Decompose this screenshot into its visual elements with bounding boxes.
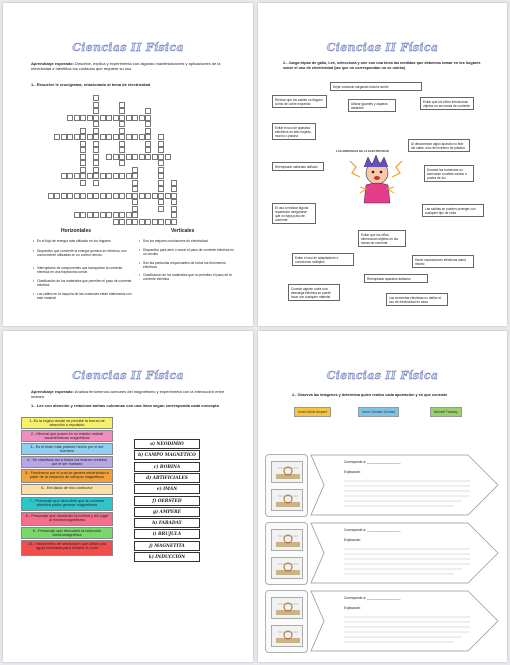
crossword-cell[interactable] xyxy=(132,206,138,212)
crossword-cell[interactable] xyxy=(132,219,138,225)
clue-h-2: • Dispositivo que convierte la energía química en eléctrica, son comúnmente utilizadas en un control remoto. xyxy=(37,249,132,257)
crossword-cell[interactable] xyxy=(93,193,99,199)
crossword-cell[interactable] xyxy=(132,186,138,192)
crossword-cell[interactable] xyxy=(139,219,145,225)
clue-v-3: • Son las partículas responsables de todos los fenómenos eléctricos xyxy=(143,261,238,269)
page-title: Ciencias II Física xyxy=(72,41,184,54)
crossword-cell[interactable] xyxy=(119,128,125,134)
clue-v-4: • Clasificación de los materiales que no permiten el paso de la corriente eléctrica xyxy=(143,273,238,281)
measure-box-8[interactable]: Durante las tormentas no acercarse a cables caídos o postes de luz xyxy=(424,165,474,182)
crossword-cell[interactable] xyxy=(80,141,86,147)
crossword-cell[interactable] xyxy=(132,154,138,160)
crossword-cell[interactable] xyxy=(119,108,125,114)
crossword-cell[interactable] xyxy=(132,212,138,218)
experiment-image-icon xyxy=(271,461,303,483)
measure-box-12[interactable]: Evitar el uso de adaptadores o conexiones múltiples xyxy=(292,253,354,266)
measure-box-11[interactable]: Evitar que los niños introduzcan objetos en las tomas de corriente xyxy=(358,230,406,247)
crossword-cell[interactable] xyxy=(126,134,132,140)
concept-item-4[interactable]: 4.- Se clasifican así a todos los imanes creados por el ser humano xyxy=(21,456,113,468)
explicacion-label: Explicación: xyxy=(344,538,362,542)
image-frame xyxy=(265,454,308,517)
crossword-cell[interactable] xyxy=(119,121,125,127)
crossword-cell[interactable] xyxy=(113,219,119,225)
crossword-cell[interactable] xyxy=(152,219,158,225)
crossword-cell[interactable] xyxy=(113,154,119,160)
answer-item-7[interactable]: g) AMPERE xyxy=(134,507,200,517)
crossword-cell[interactable] xyxy=(61,134,67,140)
center-caption: LAS ANDRADAS DE LA ELECTRICIDAD xyxy=(336,149,389,153)
crossword-cell[interactable] xyxy=(113,193,119,199)
corresponde-label: Corresponde a: ___________________ xyxy=(344,596,401,600)
crossword-cell[interactable] xyxy=(67,193,73,199)
crossword-cell[interactable] xyxy=(113,134,119,140)
crossword-cell[interactable] xyxy=(87,212,93,218)
crossword-cell[interactable] xyxy=(132,173,138,179)
concept-item-8[interactable]: 8.- Personaje que desarrollo la bobina y dio lugar al electromagnetismo xyxy=(21,512,113,526)
crossword-cell[interactable] xyxy=(145,147,151,153)
electricity-cartoon-icon xyxy=(346,153,408,211)
crossword-cell[interactable] xyxy=(152,193,158,199)
crossword-cell[interactable] xyxy=(106,134,112,140)
experiment-image-icon xyxy=(271,489,303,511)
verticales-heading: Verticales xyxy=(171,228,195,234)
crossword-cell[interactable] xyxy=(126,115,132,121)
instruction: 2.- Observa las imágenes y determina quien realizo cada aportación y en que consiste xyxy=(292,393,448,397)
crossword-cell[interactable] xyxy=(113,115,119,121)
crossword-cell[interactable] xyxy=(145,115,151,121)
crossword-cell[interactable] xyxy=(171,180,177,186)
crossword-cell[interactable] xyxy=(74,212,80,218)
answer-item-11[interactable]: k) INDUCCIÓN xyxy=(134,552,200,562)
crossword-cell[interactable] xyxy=(106,193,112,199)
instruction: 2.- Juega tripas de gallo, Lee, selecciona y une con una línea las medidas que debemos tomar en los hogares sobre el uso de electricidad (las que no correspondan no se unirán) xyxy=(283,61,481,70)
aprendizaje-esperado: Aprendizaje esperado: Describe, explica y experimenta con algunas manifestaciones y aplicaciones de la electricidad e identifica los cuidados que requiere su uso. xyxy=(31,61,221,71)
crossword-cell[interactable] xyxy=(145,219,151,225)
crossword-cell[interactable] xyxy=(171,186,177,192)
crossword-cell[interactable] xyxy=(119,154,125,160)
crossword-cell[interactable] xyxy=(80,212,86,218)
crossword-cell[interactable] xyxy=(132,193,138,199)
crossword-cell[interactable] xyxy=(87,115,93,121)
page-cientificos xyxy=(258,331,507,662)
measure-box-2[interactable]: Revisar que los cables no lleguen al hilo de cobre expuesto xyxy=(272,95,327,108)
crossword-cell[interactable] xyxy=(158,219,164,225)
crossword-cell[interactable] xyxy=(80,180,86,186)
crossword-cell[interactable] xyxy=(171,212,177,218)
crossword-cell[interactable] xyxy=(158,199,164,205)
answer-item-2[interactable]: b) CAMPO MAGNÉTICO xyxy=(134,450,200,460)
crossword-cell[interactable] xyxy=(119,147,125,153)
answer-item-10[interactable]: j) MAGNETITA xyxy=(134,541,200,551)
crossword-cell[interactable] xyxy=(119,173,125,179)
answer-item-8[interactable]: h) FARADAY xyxy=(134,518,200,528)
crossword-cell[interactable] xyxy=(93,128,99,134)
crossword-cell[interactable] xyxy=(93,115,99,121)
concept-item-1[interactable]: 1.-Es la región donde se percibe la fuerza de atracción o repulsión xyxy=(21,417,113,429)
experiment-image-icon xyxy=(271,557,303,579)
crossword-grid[interactable] xyxy=(3,3,253,233)
crossword-cell[interactable] xyxy=(74,173,80,179)
crossword-cell[interactable] xyxy=(152,154,158,160)
crossword-cell[interactable] xyxy=(119,134,125,140)
page-crucigrama xyxy=(3,3,253,326)
crossword-cell[interactable] xyxy=(171,219,177,225)
crossword-cell[interactable] xyxy=(158,167,164,173)
crossword-cell[interactable] xyxy=(80,147,86,153)
clue-h-4: • Clasificación de los materiales que permiten el paso de corriente eléctrica xyxy=(37,279,132,287)
crossword-cell[interactable] xyxy=(93,180,99,186)
answer-item-1[interactable]: a) NEODIMIO xyxy=(134,439,200,449)
clue-h-1: • Es el flujo de energía más utilizado en los hogares xyxy=(37,239,132,243)
crossword-cell[interactable] xyxy=(158,193,164,199)
crossword-cell[interactable] xyxy=(113,212,119,218)
crossword-cell[interactable] xyxy=(93,167,99,173)
crossword-cell[interactable] xyxy=(67,173,73,179)
crossword-cell[interactable] xyxy=(119,219,125,225)
page-title: Ciencias II Física xyxy=(72,369,184,382)
answer-item-6[interactable]: f) OERSTED xyxy=(134,496,200,506)
concept-item-6[interactable]: 6.- Enrollado de hilo conductor xyxy=(21,484,113,495)
clue-v-2: • Dispositivo para abrir o cerrar el paso de corriente eléctrica en un circuito xyxy=(143,248,238,256)
crossword-cell[interactable] xyxy=(139,115,145,121)
image-frame xyxy=(265,590,308,653)
crossword-cell[interactable] xyxy=(126,219,132,225)
crossword-cell[interactable] xyxy=(100,115,106,121)
explicacion-label: Explicación: xyxy=(344,470,362,474)
measure-box-14[interactable]: Reemplazar aparatos dañados xyxy=(364,274,428,283)
crossword-cell[interactable] xyxy=(158,206,164,212)
crossword-cell[interactable] xyxy=(100,173,106,179)
answer-item-3[interactable]: c) BOBINA xyxy=(134,462,200,472)
crossword-cell[interactable] xyxy=(158,180,164,186)
answer-item-5[interactable]: e) IMÁN xyxy=(134,484,200,494)
crossword-cell[interactable] xyxy=(113,173,119,179)
crossword-cell[interactable] xyxy=(100,193,106,199)
crossword-cell[interactable] xyxy=(119,160,125,166)
crossword-cell[interactable] xyxy=(126,212,132,218)
crossword-cell[interactable] xyxy=(61,173,67,179)
crossword-cell[interactable] xyxy=(93,154,99,160)
crossword-cell[interactable] xyxy=(54,134,60,140)
measure-box-6[interactable]: Al desconectar algún aparato no tirar del cable, sino del extremo de plástico xyxy=(408,139,470,152)
crossword-cell[interactable] xyxy=(119,102,125,108)
crossword-cell[interactable] xyxy=(87,173,93,179)
crossword-cell[interactable] xyxy=(145,121,151,127)
crossword-cell[interactable] xyxy=(119,193,125,199)
page-magnetismo xyxy=(3,331,253,662)
crossword-cell[interactable] xyxy=(139,154,145,160)
crossword-cell[interactable] xyxy=(100,212,106,218)
crossword-cell[interactable] xyxy=(106,115,112,121)
crossword-cell[interactable] xyxy=(80,193,86,199)
crossword-cell[interactable] xyxy=(145,134,151,140)
crossword-cell[interactable] xyxy=(158,186,164,192)
crossword-cell[interactable] xyxy=(74,193,80,199)
explicacion-label: Explicación: xyxy=(344,606,362,610)
crossword-cell[interactable] xyxy=(93,134,99,140)
crossword-cell[interactable] xyxy=(126,173,132,179)
crossword-cell[interactable] xyxy=(126,154,132,160)
crossword-cell[interactable] xyxy=(132,180,138,186)
crossword-cell[interactable] xyxy=(145,154,151,160)
concept-item-5[interactable]: 5.- Fenómeno por el cual se genera electricidad a partir de la variación de campos magnéticos xyxy=(21,469,113,483)
crossword-cell[interactable] xyxy=(74,115,80,121)
crossword-cell[interactable] xyxy=(80,160,86,166)
image-frame xyxy=(265,522,308,585)
crossword-cell[interactable] xyxy=(93,95,99,101)
crossword-cell[interactable] xyxy=(80,154,86,160)
crossword-cell[interactable] xyxy=(74,134,80,140)
crossword-cell[interactable] xyxy=(93,212,99,218)
crossword-cell[interactable] xyxy=(158,134,164,140)
crossword-cell[interactable] xyxy=(93,147,99,153)
crossword-cell[interactable] xyxy=(132,199,138,205)
crossword-cell[interactable] xyxy=(119,141,125,147)
answer-item-4[interactable]: d) ARTIFICIALES xyxy=(134,473,200,483)
crossword-cell[interactable] xyxy=(158,147,164,153)
answer-item-9[interactable]: i) BRUJULA xyxy=(134,529,200,539)
page-tripas-de-gallo xyxy=(258,3,507,326)
crossword-cell[interactable] xyxy=(67,134,73,140)
measure-box-1[interactable]: Dejar volcando cargando toda la noche xyxy=(330,82,422,91)
crossword-cell[interactable] xyxy=(80,134,86,140)
crossword-cell[interactable] xyxy=(119,115,125,121)
crossword-cell[interactable] xyxy=(106,212,112,218)
clue-v-1: • Son los mejores conductores de electricidad xyxy=(143,239,238,243)
concept-item-10[interactable]: 10.- Instrumento de orientación que utiliza una aguja imantada para señalar el norte xyxy=(21,540,113,556)
concept-item-9[interactable]: 9.- Personaje que descubrió la inducción electromagnética xyxy=(21,527,113,539)
crossword-cell[interactable] xyxy=(165,154,171,160)
crossword-cell[interactable] xyxy=(171,206,177,212)
crossword-cell[interactable] xyxy=(145,108,151,114)
clue-h-5: • Los cables en la mayoría de las ocasiones están elaborados con este material xyxy=(37,292,132,300)
measure-box-10[interactable]: Las salidas se pueden proteger con cualquier tipo de cinta xyxy=(422,204,484,217)
crossword-cell[interactable] xyxy=(67,115,73,121)
crossword-cell[interactable] xyxy=(139,134,145,140)
measure-box-5[interactable]: Evitar el uso de aparatos eléctricos en sitio mojado, mucho o piscina xyxy=(272,123,316,140)
crossword-cell[interactable] xyxy=(80,173,86,179)
crossword-cell[interactable] xyxy=(106,173,112,179)
crossword-cell[interactable] xyxy=(145,193,151,199)
crossword-cell[interactable] xyxy=(145,141,151,147)
scientist-tag-oersted[interactable]: Hans Christian Oersted xyxy=(358,407,399,417)
measure-box-7[interactable]: Reemplazar cableado dañado xyxy=(272,162,324,171)
crossword-cell[interactable] xyxy=(100,134,106,140)
crossword-cell[interactable] xyxy=(158,141,164,147)
measure-box-3[interactable]: Utilizar guantes y zapatos aislantes xyxy=(348,99,396,112)
crossword-cell[interactable] xyxy=(93,173,99,179)
crossword-cell[interactable] xyxy=(139,193,145,199)
crossword-cell[interactable] xyxy=(87,134,93,140)
experiment-image-icon xyxy=(271,529,303,551)
concept-item-2[interactable]: 2.- Mineral que posee en su estado natural características magnéticas xyxy=(21,430,113,442)
crossword-cell[interactable] xyxy=(61,193,67,199)
crossword-cell[interactable] xyxy=(80,128,86,134)
experiment-image-icon xyxy=(271,625,303,647)
measure-box-16[interactable]: Las tormentas eléctricas no dañan el uso de electricidad en casa xyxy=(386,293,448,306)
corresponde-label: Corresponde a: ___________________ xyxy=(344,528,401,532)
instruction: 1.- Resuelve le crucigrama, relacionado al tema de electricidad xyxy=(31,82,151,87)
crossword-cell[interactable] xyxy=(93,141,99,147)
crossword-cell[interactable] xyxy=(132,115,138,121)
page-title: Ciencias II Física xyxy=(326,41,439,54)
crossword-cell[interactable] xyxy=(119,212,125,218)
crossword-cell[interactable] xyxy=(165,219,171,225)
crossword-cell[interactable] xyxy=(158,154,164,160)
crossword-cell[interactable] xyxy=(80,167,86,173)
crossword-cell[interactable] xyxy=(93,121,99,127)
horizontales-heading: Horizontales xyxy=(61,228,92,234)
crossword-cell[interactable] xyxy=(93,108,99,114)
crossword-cell[interactable] xyxy=(126,193,132,199)
crossword-cell[interactable] xyxy=(132,167,138,173)
concept-item-7[interactable]: 7.- Personaje que descubrió que la corriente eléctrica podía generar magnetismo xyxy=(21,497,113,511)
crossword-cell[interactable] xyxy=(145,128,151,134)
answer-card[interactable] xyxy=(310,590,500,652)
page-title: Ciencias II Física xyxy=(326,369,439,382)
measure-box-4[interactable]: Evitar que los niños introduzcan objetos en las tomas de corriente xyxy=(420,97,474,110)
crossword-cell[interactable] xyxy=(132,134,138,140)
crossword-cell[interactable] xyxy=(158,160,164,166)
crossword-cell[interactable] xyxy=(80,115,86,121)
answer-card[interactable] xyxy=(310,454,500,516)
crossword-cell[interactable] xyxy=(87,193,93,199)
measure-box-15[interactable]: Cuando alguien sufra una descarga eléctrica se puede tocar con cualquier material xyxy=(288,284,340,301)
scientist-tag-faraday[interactable]: Michael Faraday xyxy=(430,407,462,417)
clue-h-3: • Interruptores de componentes que transportan la corriente eléctrica en una trayectoria común xyxy=(37,266,132,274)
crossword-cell[interactable] xyxy=(165,193,171,199)
corresponde-label: Corresponde a: ___________________ xyxy=(344,460,401,464)
experiment-image-icon xyxy=(271,597,303,619)
crossword-cell[interactable] xyxy=(93,160,99,166)
measure-box-9[interactable]: El uso a realizar alguna reparación asegurarse que no haya paso de corriente xyxy=(272,203,316,224)
crossword-cell[interactable] xyxy=(93,102,99,108)
answer-card[interactable] xyxy=(310,522,500,584)
scientist-tag-ampere[interactable]: André Marie Ampere xyxy=(294,407,331,417)
crossword-cell[interactable] xyxy=(171,193,177,199)
crossword-cell[interactable] xyxy=(48,193,54,199)
concept-item-3[interactable]: 3.- Es el imán más potente hecho por el ser humano xyxy=(21,443,113,455)
instruction: 1.- Lee con atención y relaciona ambas columnas con una línea según corresponda cada concepto xyxy=(31,403,220,408)
crossword-cell[interactable] xyxy=(54,193,60,199)
crossword-cell[interactable] xyxy=(171,199,177,205)
crossword-cell[interactable] xyxy=(106,154,112,160)
measure-box-13[interactable]: Hacer reparaciones eléctricas usted mismo xyxy=(412,255,474,268)
crossword-cell[interactable] xyxy=(158,173,164,179)
aprendizaje-esperado: Aprendizaje esperado: Analiza fenómenos comunes del magnetismo y experimenta con la interacción entre imanes. xyxy=(31,389,225,399)
